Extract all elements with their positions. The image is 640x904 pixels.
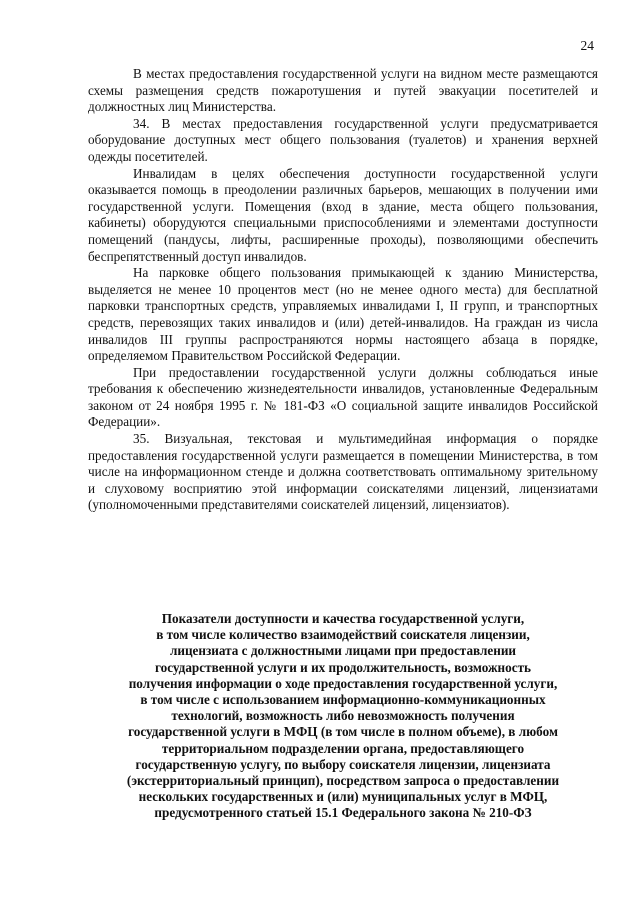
page-number: 24	[580, 38, 594, 53]
heading-line: в том числе с использованием информационно-коммуникационных	[140, 692, 546, 708]
body-text	[88, 66, 598, 514]
heading-line: Показатели доступности и качества государственной услуги,	[161, 611, 525, 626]
heading-line: в том числе количество взаимодействий соискателя лицензии,	[156, 627, 530, 643]
heading-line: технологий, возможность либо невозможность получения	[171, 708, 515, 724]
heading-line: лицензиата с должностными лицами при предоставлении	[169, 643, 517, 659]
heading-line: государственную услугу, по выбору соискателя лицензии, лицензиата	[135, 756, 551, 772]
heading-line: предусмотренного статьей 15.1 Федерального закона № 210-ФЗ	[154, 805, 532, 821]
paragraph-parking: На парковке общего пользования примыкающей к зданию Министерства, выделяется не менее 10 процентов мест (но не менее одного места) для бесплатной парковки транспортных средств, управляемых инвалидами I, II групп, и транспортных средств, перевозящих таких инвалидов и (или) детей-инвалидов. На граждан из числа инвалидов III группы распространяются нормы настоящего абзаца в порядке, определяемом Правительством Российской Федерации.	[88, 265, 598, 364]
heading-line: получения информации о ходе предоставления государственной услуги,	[128, 675, 558, 691]
heading-line: государственной услуги в МФЦ (в том числе в полном объеме), в любом	[128, 724, 558, 740]
heading-line: нескольких государственных и (или) муниципальных услуг в МФЦ,	[138, 789, 548, 805]
paragraph-item-34: 34. В местах предоставления государственной услуги предусматривается оборудование доступных мест общего пользования (туалетов) и хранения верхней одежды посетителей.	[88, 115, 598, 164]
paragraph-accessibility-requirements: При предоставлении государственной услуги должны соблюдаться иные требования к обеспечению жизнедеятельности инвалидов, установленные Федеральным законом от 24 ноября 1995 г. № 181-ФЗ «О социальной защите инвалидов Российской Федерации».	[88, 364, 598, 430]
paragraph-disabled-assistance: Инвалидам в целях обеспечения доступности государственной услуги оказывается помощь в преодолении различных барьеров, мешающих в получении ими государственной услуги. Помещения (вход в здание, места общего пользования, кабинеты) оборудуются специальными приспособлениями и элементами доступности помещений (пандусы, лифты, расширенные проходы), позволяющими обеспечить беспрепятственный доступ инвалидов.	[88, 165, 598, 264]
heading-line: государственной услуги и их продолжительность, возможность	[154, 659, 532, 675]
heading-line: территориальном подразделении органа, предоставляющего	[161, 740, 525, 756]
section-heading	[86, 611, 600, 822]
paragraph-item-35: 35. Визуальная, текстовая и мультимедийная информация о порядке предоставления государственной услуги размещается в помещении Министерства, в том числе на информационном стенде и должна соответствовать оптимальному зрительному и слуховому восприятию этой информации соискателями лицензий, лицензиатами (уполномоченными представителями соискателей лицензий, лицензиатов).	[88, 431, 598, 513]
heading-line: (экстерриториальный принцип), посредством запроса о предоставлении	[126, 773, 560, 789]
paragraph-evacuation-schemes: В местах предоставления государственной услуги на видном месте размещаются схемы размещения средств пожаротушения и путей эвакуации посетителей и должностных лиц Министерства.	[88, 66, 598, 115]
